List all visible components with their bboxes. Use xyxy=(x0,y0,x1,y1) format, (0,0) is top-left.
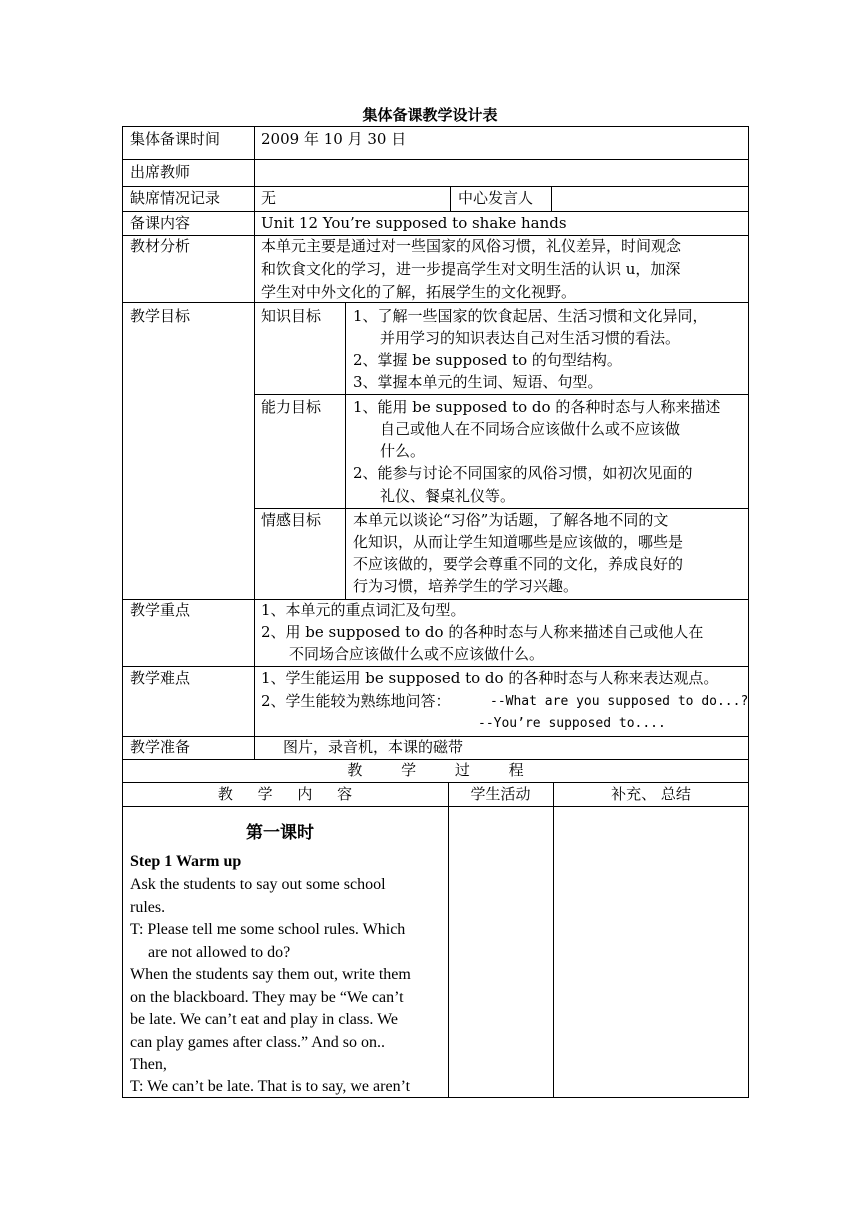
row-teachers xyxy=(122,159,749,187)
emotion-line: 行为习惯，培养学生的学习兴趣。 xyxy=(353,577,579,595)
goals-label: 教学目标 xyxy=(130,307,191,325)
knowledge-line: 1、了解一些国家的饮食起居、生活习惯和文化异同， xyxy=(353,307,708,325)
emotion-line: 不应该做的，要学会尊重不同的文化，养成良好的 xyxy=(353,555,684,573)
focus-line: 不同场合应该做什么或不应该做什么。 xyxy=(289,645,545,663)
divider xyxy=(254,302,255,600)
difficulty-line: 1、学生能运用 be supposed to do 的各种时态与人称来表达观点。 xyxy=(261,669,719,687)
difficulty-line: --What are you supposed to do...? xyxy=(490,694,749,709)
lesson-line: Ask the students to say out some school xyxy=(130,876,386,893)
lesson-line: are not allowed to do? xyxy=(148,944,291,961)
lesson-line: rules. xyxy=(130,899,166,916)
divider xyxy=(551,186,552,212)
col-notes-header: 补充、 总结 xyxy=(611,785,691,803)
knowledge-line: 2、掌握 be supposed to 的句型结构。 xyxy=(353,351,622,369)
time-label: 集体备课时间 xyxy=(130,130,221,148)
analysis-line: 学生对中外文化的了解，拓展学生的文化视野。 xyxy=(261,283,577,301)
time-value: 2009 年 10 月 30 日 xyxy=(261,130,407,148)
emotion-label: 情感目标 xyxy=(261,511,322,529)
focus-line: 2、用 be supposed to do 的各种时态与人称来描述自己或他人在 xyxy=(261,623,704,641)
absence-value: 无 xyxy=(261,189,277,207)
lesson-line: can play games after class.” And so on.. xyxy=(130,1034,386,1051)
page-title: 集体备课教学设计表 xyxy=(362,106,498,124)
difficulty-line: 2、学生能较为熟练地问答： xyxy=(261,692,451,710)
knowledge-line: 3、掌握本单元的生词、短语、句型。 xyxy=(353,373,603,391)
ability-line: 2、能参与讨论不同国家的风俗习惯，如初次见面的 xyxy=(353,464,693,482)
analysis-label: 教材分析 xyxy=(130,237,191,255)
emotion-line: 本单元以谈论“习俗”为话题，了解各地不同的文 xyxy=(353,511,669,529)
divider xyxy=(254,394,749,395)
focus-label: 教学重点 xyxy=(130,601,191,619)
ability-line: 什么。 xyxy=(380,442,426,460)
difficulty-line: --You’re supposed to.... xyxy=(478,716,666,731)
analysis-line: 本单元主要是通过对一些国家的风俗习惯，礼仪差异，时间观念 xyxy=(261,237,682,255)
ability-line: 1、能用 be supposed to do 的各种时态与人称来描述 xyxy=(353,398,721,416)
divider xyxy=(254,666,255,737)
divider xyxy=(254,599,255,667)
divider xyxy=(254,736,255,760)
divider xyxy=(254,235,255,303)
ability-line: 自己或他人在不同场合应该做什么或不应该做 xyxy=(380,420,681,438)
analysis-line: 和饮食文化的学习，进一步提高学生对文明生活的认识 u，加深 xyxy=(261,260,681,278)
focus-line: 1、本单元的重点词汇及句型。 xyxy=(261,601,466,619)
col-student-header: 学生活动 xyxy=(470,785,531,803)
lesson-line: Then, xyxy=(130,1056,167,1073)
divider xyxy=(345,302,346,600)
prep-value: 图片，录音机，本课的磁带 xyxy=(283,738,464,756)
content-value: Unit 12 You’re supposed to shake hands xyxy=(261,214,567,232)
lesson-line: be late. We can’t eat and play in class. We xyxy=(130,1011,398,1028)
content-label: 备课内容 xyxy=(130,214,191,232)
process-header: 教 学 过 程 xyxy=(347,761,524,779)
lesson-line: on the blackboard. They may be “We can’t xyxy=(130,989,404,1006)
absence-label: 缺席情况记录 xyxy=(130,189,221,207)
divider xyxy=(254,159,255,187)
knowledge-label: 知识目标 xyxy=(261,307,322,325)
lesson-line: When the students say them out, write them xyxy=(130,966,411,983)
lesson-line: T: Please tell me some school rules. Which xyxy=(130,921,406,938)
teachers-label: 出席教师 xyxy=(130,163,191,181)
emotion-line: 化知识，从而让学生知道哪些是应该做的，哪些是 xyxy=(353,533,684,551)
divider xyxy=(254,126,255,160)
ability-label: 能力目标 xyxy=(261,398,322,416)
prep-label: 教学准备 xyxy=(130,738,191,756)
divider xyxy=(254,211,255,236)
divider xyxy=(254,186,255,212)
lesson-heading: 第一课时 xyxy=(246,823,314,843)
difficulty-label: 教学难点 xyxy=(130,669,191,687)
ability-line: 礼仪、餐桌礼仪等。 xyxy=(380,487,516,505)
speaker-label: 中心发言人 xyxy=(458,189,534,207)
divider xyxy=(450,186,451,212)
step-heading: Step 1 Warm up xyxy=(130,853,242,870)
col-content-header: 教 学 内 容 xyxy=(217,785,353,803)
lesson-line: T: We can’t be late. That is to say, we aren’t xyxy=(130,1078,411,1095)
knowledge-line: 并用学习的知识表达自己对生活习惯的看法。 xyxy=(380,329,681,347)
